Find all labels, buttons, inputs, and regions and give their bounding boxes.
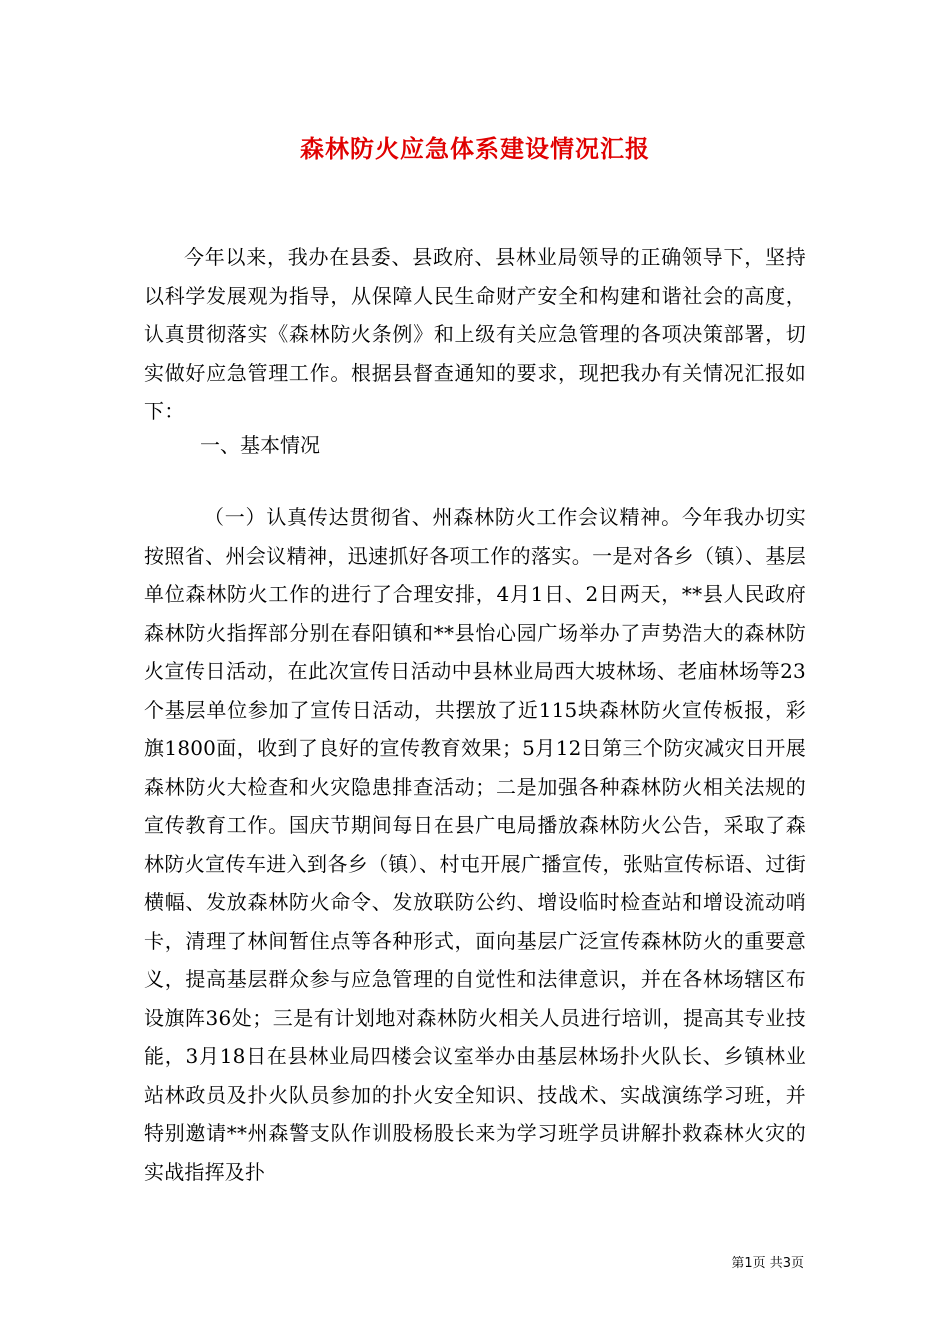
page-number: 第1页 共3页 — [731, 1256, 804, 1271]
intro-paragraph: 今年以来，我办在县委、县政府、县林业局领导的正确领导下，坚持以科学发展观为指导，从保障人民生命财产安全和构建和谐社会的高度，认真贯彻落实《森林防火条例》和上级有关应急管理的各项决策部署，切实做好应急管理工作。根据县督查通知的要求，现把我办有关情况汇报如下： — [144, 245, 806, 423]
section-heading: 一、基本情况 — [200, 433, 320, 457]
section-1-paragraph: （一）认真传达贯彻省、州森林防火工作会议精神。今年我办切实按照省、州会议精神，迅速抓好各项工作的落实。一是对各乡（镇）、基层单位森林防火工作的进行了合理安排，4月1日、2日两天，**县人民政府森林防火指挥部分别在春阳镇和**县怡心园广场举办了声势浩大的森林防火宣传日活动，在此次宣传日活动中县林业局西大坡林场、老庙林场等23个基层单位参加了宣传日活动，共摆放了近115块森林防火宣传板报，彩旗1800面，收到了良好的宣传教育效果；5月12日第三个防灾减灾日开展森林防火大检查和火灾隐患排查活动；二是加强各种森林防火相关法规的宣传教育工作。国庆节期间每日在县广电局播放森林防火公告，采取了森林防火宣传车进入到各乡（镇）、村屯开展广播宣传，张贴宣传标语、过街横幅、发放森林防火命令、发放联防公约、增设临时检查站和增设流动哨卡，清理了林间暂住点等各种形式，面向基层广泛宣传森林防火的重要意义，提高基层群众参与应急管理的自觉性和法律意识，并在各林场辖区布设旗阵36处；三是有计划地对森林防火相关人员进行培训，提高其专业技能，3月18日在县林业局四楼会议室举办由基层林场扑火队长、乡镇林业站林政员及扑火队员参加的扑火安全知识、技战术、实战演练学习班，并特别邀请**州森警支队作训股杨股长来为学习班学员讲解扑救森林火灾的实战指挥及扑 — [144, 505, 806, 1184]
intro-block — [144, 238, 806, 431]
section-1-block — [144, 498, 806, 1191]
document-title: 森林防火应急体系建设情况汇报 — [300, 134, 650, 163]
